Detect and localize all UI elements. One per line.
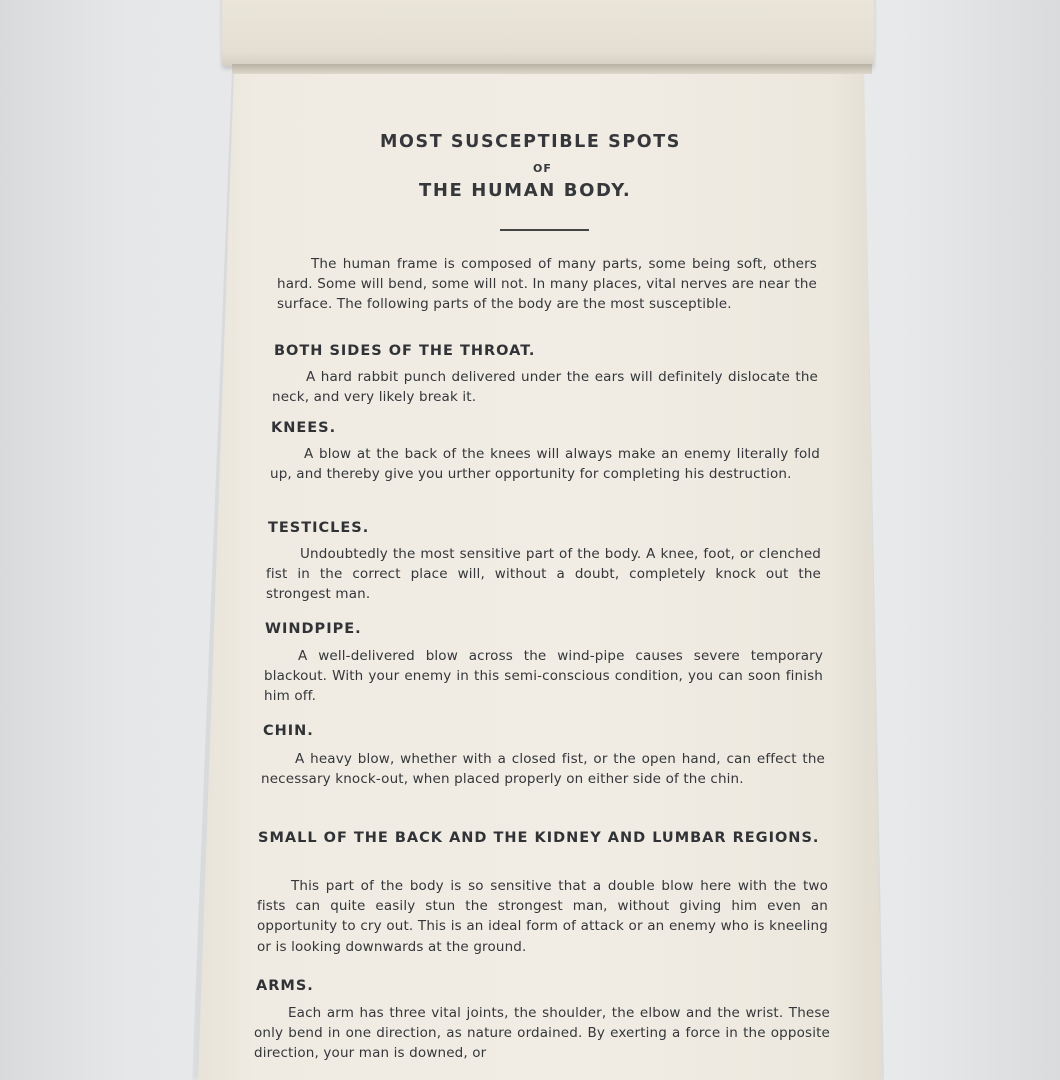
section-heading-chin: CHIN. bbox=[263, 723, 314, 739]
section-heading-testicles: TESTICLES. bbox=[268, 520, 370, 536]
section-body-throat: A hard rabbit punch delivered under the ears will definitely dislocate the neck, and very likely break it. bbox=[272, 369, 818, 406]
section-body-back: This part of the body is so sensitive that a double blow here with the two fists can quite easily stun the strongest man, without giving him even an opportunity to cry out. This is an ideal form of attack or an enemy who is kneeling or is looking downwards at the ground. bbox=[257, 878, 828, 955]
intro-paragraph bbox=[277, 254, 817, 315]
intro-text: The human frame is composed of many parts, some being soft, others hard. Some will bend, some will not. In many places, vital nerves are near the surface. The following parts of the body are the most susceptible. bbox=[277, 256, 817, 313]
section-body-chin: A heavy blow, whether with a closed fist, or the open hand, can effect the necessary knock-out, when placed properly on either side of the chin. bbox=[261, 751, 825, 788]
page-title-of: OF bbox=[533, 162, 552, 175]
title-rule bbox=[500, 229, 589, 231]
page-title-line1: MOST SUSCEPTIBLE SPOTS bbox=[380, 132, 681, 152]
section-heading-back: SMALL OF THE BACK AND THE KIDNEY AND LUMBAR REGIONS. bbox=[258, 830, 820, 846]
section-heading-windpipe: WINDPIPE. bbox=[265, 621, 362, 637]
section-body-testicles: Undoubtedly the most sensitive part of the body. A knee, foot, or clenched fist in the correct place will, without a doubt, completely knock out the strongest man. bbox=[266, 546, 821, 603]
section-heading-throat: BOTH SIDES OF THE THROAT. bbox=[274, 343, 536, 359]
section-body-windpipe: A well-delivered blow across the wind-pipe causes severe temporary blackout. With your enemy in this semi-conscious condition, you can soon finish him off. bbox=[264, 648, 823, 705]
page-title-line2: THE HUMAN BODY. bbox=[419, 180, 632, 201]
section-heading-knees: KNEES. bbox=[271, 420, 337, 436]
section-body-arms: Each arm has three vital joints, the shoulder, the elbow and the wrist. These only bend in one direction, as nature ordained. By exerting a force in the opposite direction, your man is downed, or bbox=[254, 1005, 830, 1062]
section-heading-arms: ARMS. bbox=[256, 978, 314, 994]
section-body-knees: A blow at the back of the knees will always make an enemy literally fold up, and thereby give you urther opportunity for completing his destruction. bbox=[270, 446, 820, 483]
